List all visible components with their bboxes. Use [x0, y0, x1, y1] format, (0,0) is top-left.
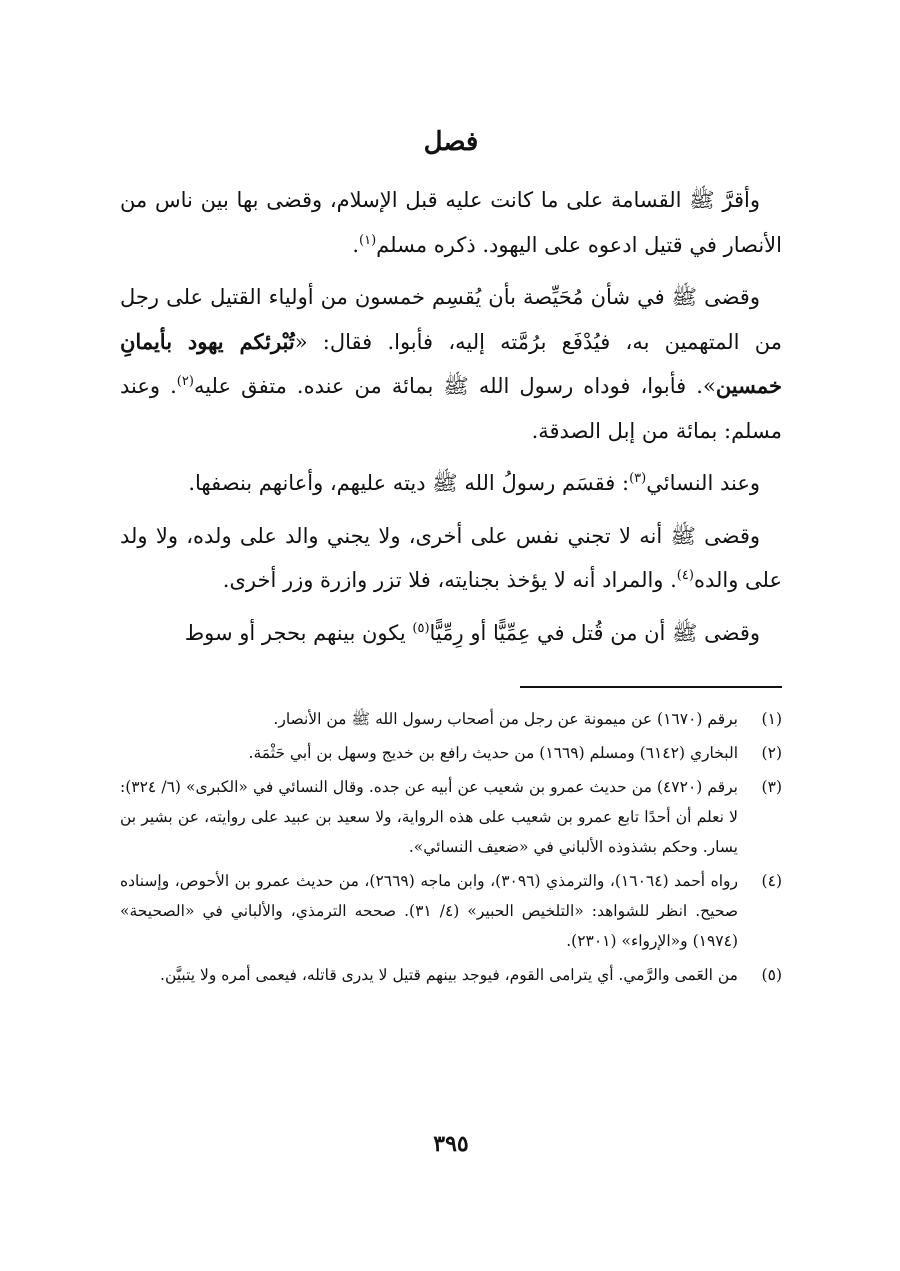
book-page: [120, 0, 782, 1271]
text-run: . والمراد أنه لا يؤخذ بجنايته، فلا تزر وازرة وزر أخرى.: [222, 568, 677, 592]
hadith-quote: تُبْرئكم يهود بأيمانِ خمسين: [120, 328, 782, 398]
text-run: يكون بينهم بحجر أو سوط: [184, 620, 413, 645]
footnote-ref-3[interactable]: (٣): [629, 471, 647, 486]
paragraph-4: [120, 514, 782, 603]
paragraph-2: [120, 275, 782, 453]
footnote-4: [120, 866, 782, 956]
footnote-2: [120, 738, 782, 768]
text-run: وقضى ﷺ أن من قُتل في عِمِّيًّا أو رِمِّيًّا: [429, 620, 760, 645]
footnote-number: (٤): [761, 872, 782, 890]
text-run: .: [352, 232, 360, 257]
footnote-text: برقم (٤٧٢٠) من حديث عمرو بن شعيب عن أبيه عن جده. وقال النسائي في «الكبرى» (٦/ ٣٢٤): لا نعلم أن أحدًا تابع عمرو بن شعيب على هذه الرواية، ولا سعيد بن عبيد على روايته، عن بشير بن يسار. وحكم بشذوذه الألباني في «ضعيف النسائي».: [120, 778, 738, 856]
text-run: وقضى ﷺ أنه لا تجني نفس على أخرى، ولا يجني والد على ولده، ولا ولد على والده: [120, 523, 782, 592]
footnote-divider: [520, 686, 782, 688]
footnote-ref-2[interactable]: (٢): [176, 374, 194, 389]
main-text: [120, 178, 782, 655]
paragraph-5: [120, 611, 782, 656]
footnote-number: (٣): [761, 778, 782, 796]
footnote-text: رواه أحمد (١٦٠٦٤)، والترمذي (٣٠٩٦)، وابن ماجه (٢٦٦٩)، من حديث عمرو بن الأحوص، وإسناده صحيح. انظر للشواهد: «التلخيص الحبير» (٤/ ٣١). صححه الترمذي، والألباني في «الصحيحة» (١٩٧٤) و«الإرواء» (٢٣٠١).: [120, 872, 738, 950]
text-run: : فقسَم رسولُ الله ﷺ ديته عليهم، وأعانهم بنصفها.: [188, 471, 630, 495]
text-run: وعند النسائي: [646, 471, 760, 495]
footnote-5: [120, 960, 782, 990]
footnote-1: [120, 704, 782, 734]
footnote-text: من العَمى والرَّمي. أي يترامى القوم، فيوجد بينهم قتيل لا يدرى قاتله، فيعمى أمره ولا يتبيَّن.: [160, 966, 738, 984]
text-run: ». فأبوا، فوداه رسول الله ﷺ بمائة من عنده. متفق عليه: [193, 374, 716, 398]
footnote-ref-4[interactable]: (٤): [676, 568, 694, 583]
footnote-number: (٥): [761, 966, 782, 984]
footnote-3: [120, 772, 782, 862]
text-run: وأقرَّ ﷺ القسامة على ما كانت عليه قبل الإسلام، وقضى بها بين ناس من الأنصار في قتيل ادعوه على اليهود. ذكره مسلم: [120, 188, 782, 257]
section-heading: فصل: [423, 127, 479, 157]
footnotes-section: [120, 704, 782, 994]
text-run: وقضى ﷺ في شأن مُحَيِّصة بأن يُقسِم خمسون من أولياء القتيل على رجل من المتهمين به، فيُدْفَع برُمَّته إليه، فأبوا. فقال: «: [120, 285, 782, 354]
footnote-text: برقم (١٦٧٠) عن ميمونة عن رجل من أصحاب رسول الله ﷺ من الأنصار.: [273, 710, 738, 728]
footnote-ref-1[interactable]: (١): [359, 232, 377, 248]
paragraph-1: [120, 178, 782, 267]
paragraph-3: [120, 461, 782, 506]
footnote-text: البخاري (٦١٤٢) ومسلم (١٦٦٩) من حديث رافع بن خديج وسهل بن أبي حَثْمَة.: [248, 744, 738, 762]
text-run: . وعند مسلم: بمائة من إبل الصدقة.: [120, 374, 782, 443]
footnote-number: (١): [761, 710, 782, 728]
footnote-number: (٢): [761, 744, 782, 762]
page-number: ٣٩٥: [433, 1131, 469, 1157]
footnote-ref-5[interactable]: (٥): [412, 620, 430, 636]
